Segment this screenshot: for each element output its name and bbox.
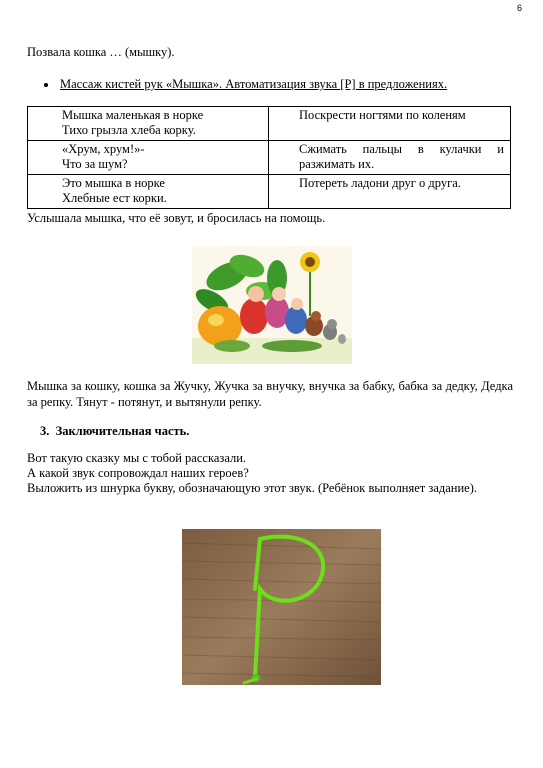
section-heading — [40, 424, 189, 439]
section-title: Заключительная часть. — [55, 424, 190, 438]
action-line: Потереть ладони друг о друга. — [299, 176, 461, 190]
verse-line: Тихо грызла хлеба корку. — [62, 123, 196, 137]
verse-line: «Хрум, хрум!»- — [62, 142, 145, 156]
final-line: Выложить из шнурка букву, обозначающую этот звук. (Ребёнок выполняет задание). — [27, 481, 477, 495]
action-cell — [269, 107, 511, 141]
table-row — [28, 175, 511, 209]
table-row — [28, 141, 511, 175]
table-row — [28, 107, 511, 141]
verse-line: Что за шум? — [62, 157, 128, 171]
verse-cell — [28, 107, 269, 141]
turnip-paragraph: Мышка за кошку, кошка за Жучку, Жучка за внучку, внучка за бабку, бабка за дедку, Дедка за репку. Тянут - потянут, и вытянули репку. — [27, 379, 513, 409]
bullet-icon — [44, 83, 48, 87]
page-number: 6 — [517, 3, 523, 13]
cord-letter-photo — [182, 529, 381, 685]
verse-line: Это мышка в норке — [62, 176, 165, 190]
turnip-illustration — [192, 246, 352, 364]
action-cell — [269, 175, 511, 209]
verse-line: Мышка маленькая в норке — [62, 108, 204, 122]
intro-line: Позвала кошка … (мышку). — [27, 45, 175, 59]
action-line: Поскрести ногтями по коленям — [299, 108, 466, 122]
verse-cell — [28, 141, 269, 175]
verse-cell — [28, 175, 269, 209]
massage-table — [27, 106, 511, 209]
action-line: Сжимать пальцы в кулачки и — [299, 142, 504, 156]
after-table-line: Услышала мышка, что её зовут, и бросилась на помощь. — [27, 211, 326, 225]
verse-line: Хлебные ест корки. — [62, 191, 167, 205]
bullet-title: Массаж кистей рук «Мышка». Автоматизация звука [Р] в предложениях. — [60, 77, 448, 91]
final-line: А какой звук сопровождал наших героев? — [27, 466, 249, 480]
final-line: Вот такую сказку мы с тобой рассказали. — [27, 451, 247, 465]
action-line: разжимать их. — [299, 157, 375, 171]
action-cell — [269, 141, 511, 175]
section-number: 3. — [40, 424, 50, 438]
